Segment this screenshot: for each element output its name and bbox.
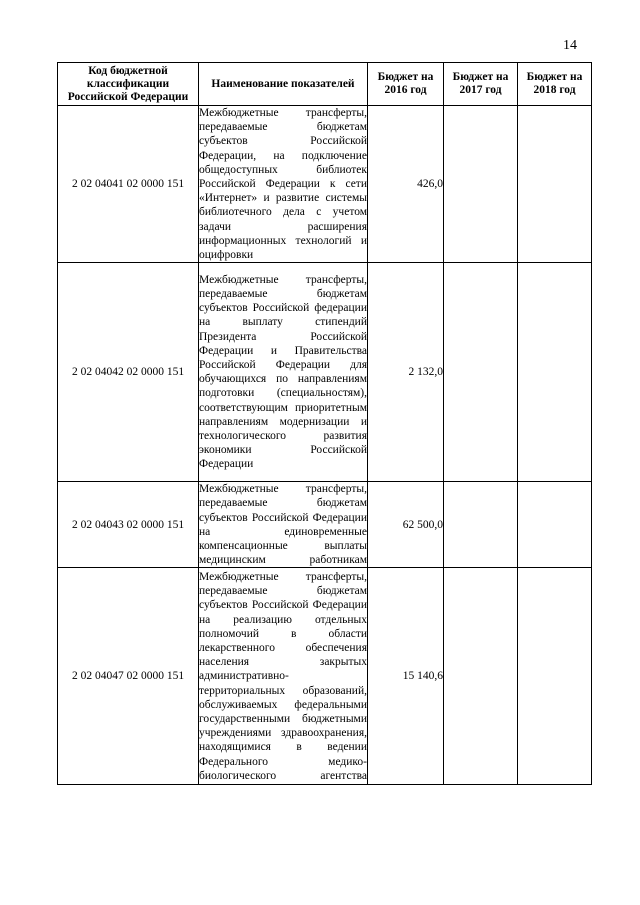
row-budget-2017: [444, 263, 518, 482]
row-code: 2 02 04047 02 0000 151: [58, 568, 199, 785]
table-row: [58, 106, 592, 263]
page-number: 14: [563, 38, 577, 53]
row-budget-2018: [518, 482, 592, 568]
row-budget-2017: [444, 568, 518, 785]
header-code: Код бюджетной классификации Российской Федерации: [58, 63, 199, 106]
table-header-row: [58, 63, 592, 106]
row-budget-2018: [518, 568, 592, 785]
table-row: [58, 482, 592, 568]
row-budget-2016: 2 132,0: [368, 263, 444, 482]
row-budget-2018: [518, 106, 592, 263]
table-row: [58, 568, 592, 785]
row-name: Межбюджетные трансферты, передаваемые бюджетам субъектов Российской Федерации на единовременные компенсационные выплаты медицинским работникам: [199, 483, 367, 567]
row-name: Межбюджетные трансферты, передаваемые бюджетам субъектов Российской Федерации на реализацию отдельных полномочий в области лекарственного обеспечения населения закрытых административно-территориальных образований, обслуживаемых федеральными государственными бюджетными учреждениями здравоохранения, находящимися в ведении Федерального медико-биологического агентства: [199, 568, 368, 785]
row-code: 2 02 04041 02 0000 151: [58, 106, 199, 263]
header-budget-2018: Бюджет на 2018 год: [518, 63, 592, 106]
header-budget-2017: Бюджет на 2017 год: [444, 63, 518, 106]
row-name: Межбюджетные трансферты, передаваемые бюджетам субъектов Российской федерации на выплату стипендий Президента Российской Федерации и Правительства Российской Федерации для обучающихся по направлениям подготовки (специальностям), соответствующим приоритетным направлениям модернизации и технологического развития экономики Российской Федерации: [199, 263, 368, 482]
budget-table: [57, 62, 592, 785]
table-row: [58, 263, 592, 482]
row-code: 2 02 04043 02 0000 151: [58, 482, 199, 568]
row-budget-2017: [444, 482, 518, 568]
row-budget-2017: [444, 106, 518, 263]
header-budget-2016: Бюджет на 2016 год: [368, 63, 444, 106]
row-budget-2016: 426,0: [368, 106, 444, 263]
row-budget-2016: 62 500,0: [368, 482, 444, 568]
header-name: Наименование показателей: [199, 63, 368, 106]
row-name: Межбюджетные трансферты, передаваемые бюджетам субъектов Российской Федерации, на подключение общедоступных библиотек Российской Федерации к сети «Интернет» и развитие системы библиотечного дела с учетом задачи расширения информационных технологий и оцифровки: [199, 107, 367, 262]
row-code: 2 02 04042 02 0000 151: [58, 263, 199, 482]
row-budget-2018: [518, 263, 592, 482]
row-budget-2016: 15 140,6: [368, 568, 444, 785]
